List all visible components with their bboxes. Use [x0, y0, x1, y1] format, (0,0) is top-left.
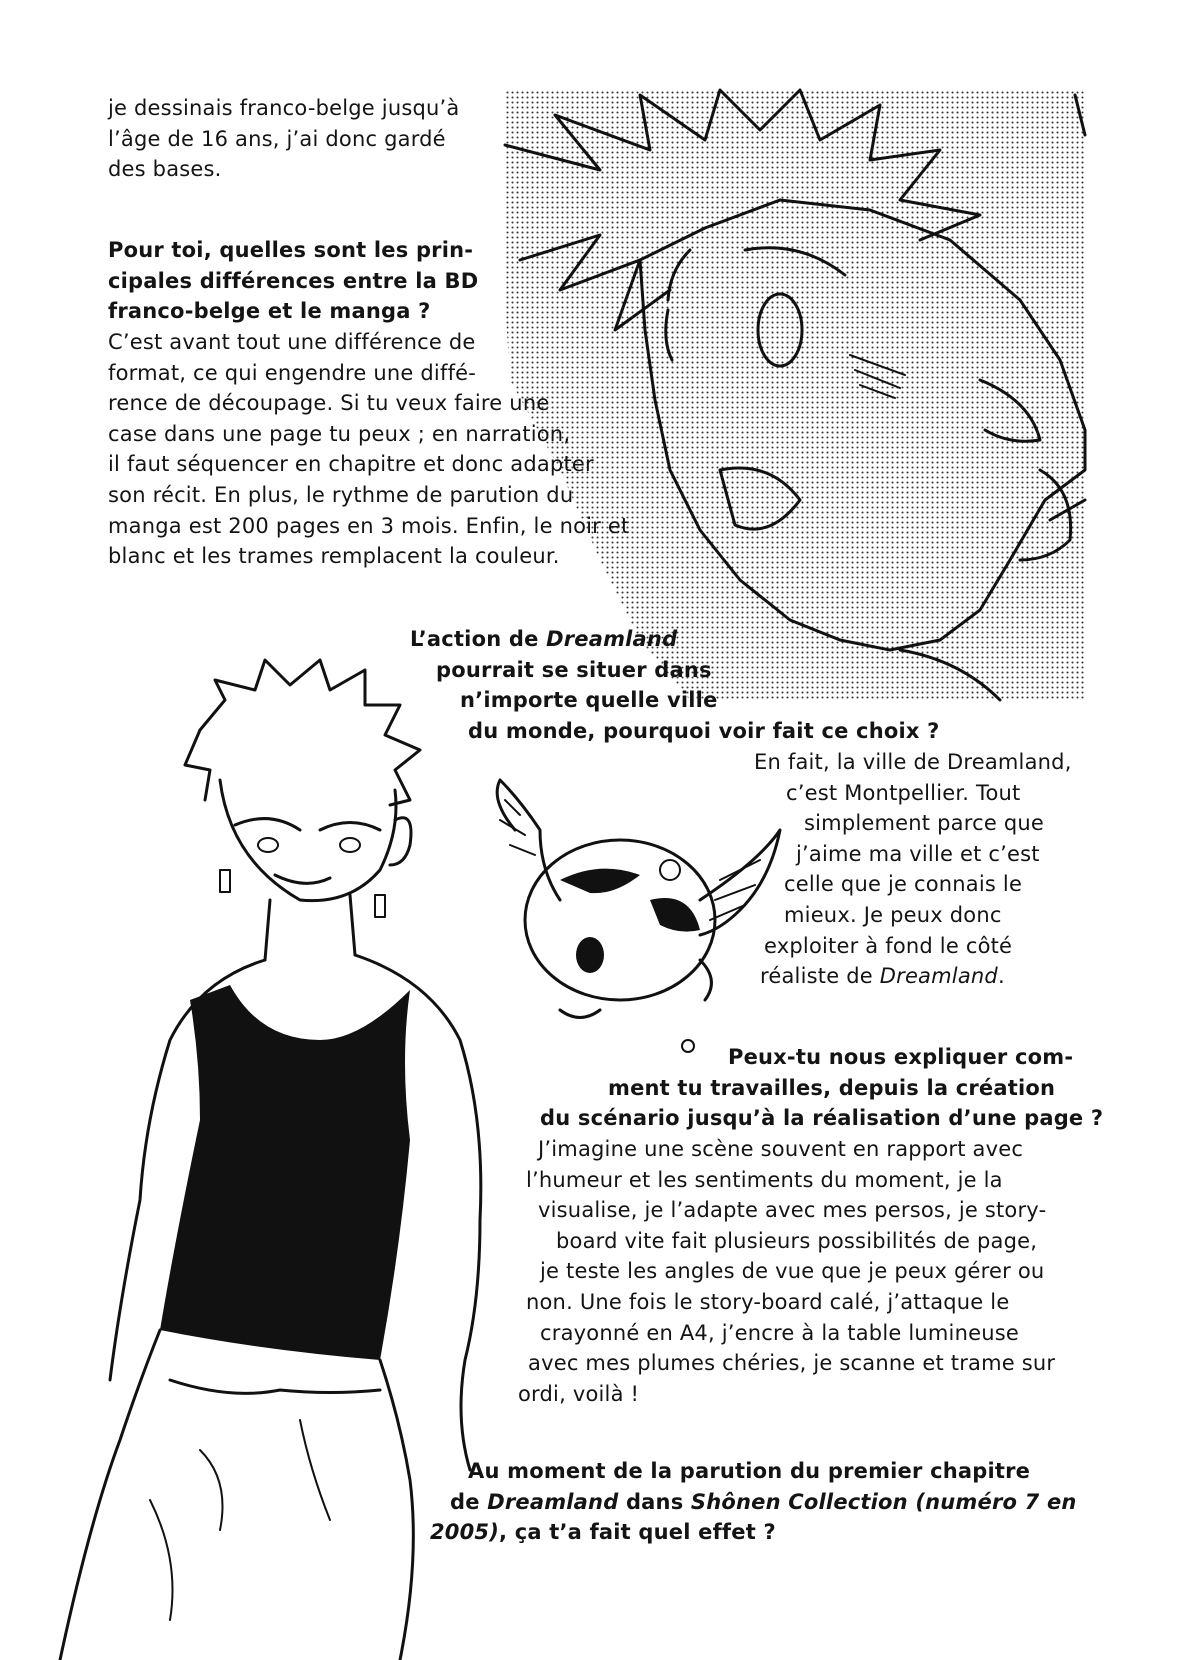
- question-3: [540, 1042, 1103, 1134]
- answer-text: réaliste de: [760, 964, 880, 989]
- text-line: J’imagine une scène souvent en rapport avec: [538, 1137, 1024, 1161]
- text-line: case dans une page tu peux ; en narration,: [108, 421, 571, 446]
- question-line: Peux-tu nous expliquer com-: [728, 1045, 1074, 1069]
- text-line: avec mes plumes chéries, je scanne et trame sur: [528, 1351, 1056, 1376]
- question-line: du scénario jusqu’à la réalisation d’une page ?: [540, 1106, 1104, 1131]
- question-text: L’action de: [410, 627, 547, 651]
- text-line: ordi, voilà !: [518, 1381, 640, 1406]
- text-line: je dessinais franco-belge jusqu’à: [108, 96, 460, 120]
- text-line: format, ce qui engendre une diffé-: [108, 360, 477, 385]
- text-line: l’âge de 16 ans, j’ai donc gardé: [108, 126, 446, 151]
- question-line: pourrait se situer dans: [436, 657, 712, 682]
- title-shonen-collection: Shônen Collection: [690, 1489, 908, 1514]
- question-4: [430, 1456, 1077, 1548]
- intro-paragraph: [108, 93, 459, 185]
- answer-text: .: [997, 964, 1005, 989]
- text-line: board vite fait plusieurs possibilités de page,: [556, 1228, 1038, 1253]
- text-line: simplement parce que: [804, 811, 1044, 836]
- question-text: de: [450, 1489, 488, 1514]
- question-line: du monde, pourquoi voir fait ce choix ?: [468, 718, 940, 743]
- question-line: ment tu travailles, depuis la création: [608, 1075, 1056, 1100]
- text-line: En fait, la ville de Dreamland,: [754, 750, 1072, 774]
- text-line: crayonné en A4, j’encre à la table lumineuse: [540, 1320, 1019, 1345]
- text-line: mieux. Je peux donc: [784, 902, 1002, 927]
- question-text: 2005): [430, 1520, 500, 1545]
- question-line: n’importe quelle ville: [460, 688, 718, 713]
- title-dreamland: Dreamland: [487, 1489, 619, 1514]
- text-line: exploiter à fond le côté: [764, 933, 1013, 958]
- question-text: , ça t’a fait quel effet ?: [499, 1520, 776, 1545]
- question-line: franco-belge et le manga ?: [108, 299, 431, 324]
- answer-3: [518, 1134, 1055, 1409]
- text-line: non. Une fois le story-board calé, j’attaque le: [526, 1289, 1010, 1314]
- question-text: (numéro 7 en: [907, 1489, 1077, 1514]
- text-line: visualise, je l’adapte avec mes persos, je story-: [538, 1198, 1047, 1223]
- text-line: rence de découpage. Si tu veux faire une: [108, 391, 550, 416]
- question-line: [430, 1517, 1077, 1548]
- text-line: des bases.: [108, 157, 222, 182]
- text-line: l’humeur et les sentiments du moment, je la: [526, 1167, 1003, 1192]
- question-line: [410, 624, 940, 655]
- question-1: [108, 235, 478, 327]
- answer-2: [754, 747, 1072, 992]
- text-line: manga est 200 pages en 3 mois. Enfin, le noir et: [108, 513, 630, 538]
- question-text: dans: [618, 1489, 691, 1514]
- question-line: cipales différences entre la BD: [108, 268, 479, 293]
- text-line: il faut séquencer en chapitre et donc adapter: [108, 452, 594, 477]
- title-dreamland: Dreamland: [879, 964, 998, 989]
- question-line: Pour toi, quelles sont les prin-: [108, 238, 474, 262]
- text-line: C’est avant tout une différence de: [108, 330, 476, 354]
- text-line: celle que je connais le: [784, 872, 1023, 897]
- text-line: son récit. En plus, le rythme de parution du: [108, 482, 574, 507]
- answer-1: [108, 327, 629, 572]
- text-line: je teste les angles de vue que je peux gérer ou: [540, 1259, 1045, 1284]
- question-2: [410, 624, 940, 746]
- text-line: c’est Montpellier. Tout: [786, 780, 1021, 805]
- title-dreamland: Dreamland: [546, 627, 678, 651]
- text-line: j’aime ma ville et c’est: [796, 841, 1040, 866]
- text-line: blanc et les trames remplacent la couleur.: [108, 544, 560, 569]
- question-line: [430, 1487, 1077, 1518]
- question-line: Au moment de la parution du premier chapitre: [468, 1459, 1031, 1483]
- text-line: [754, 961, 1072, 992]
